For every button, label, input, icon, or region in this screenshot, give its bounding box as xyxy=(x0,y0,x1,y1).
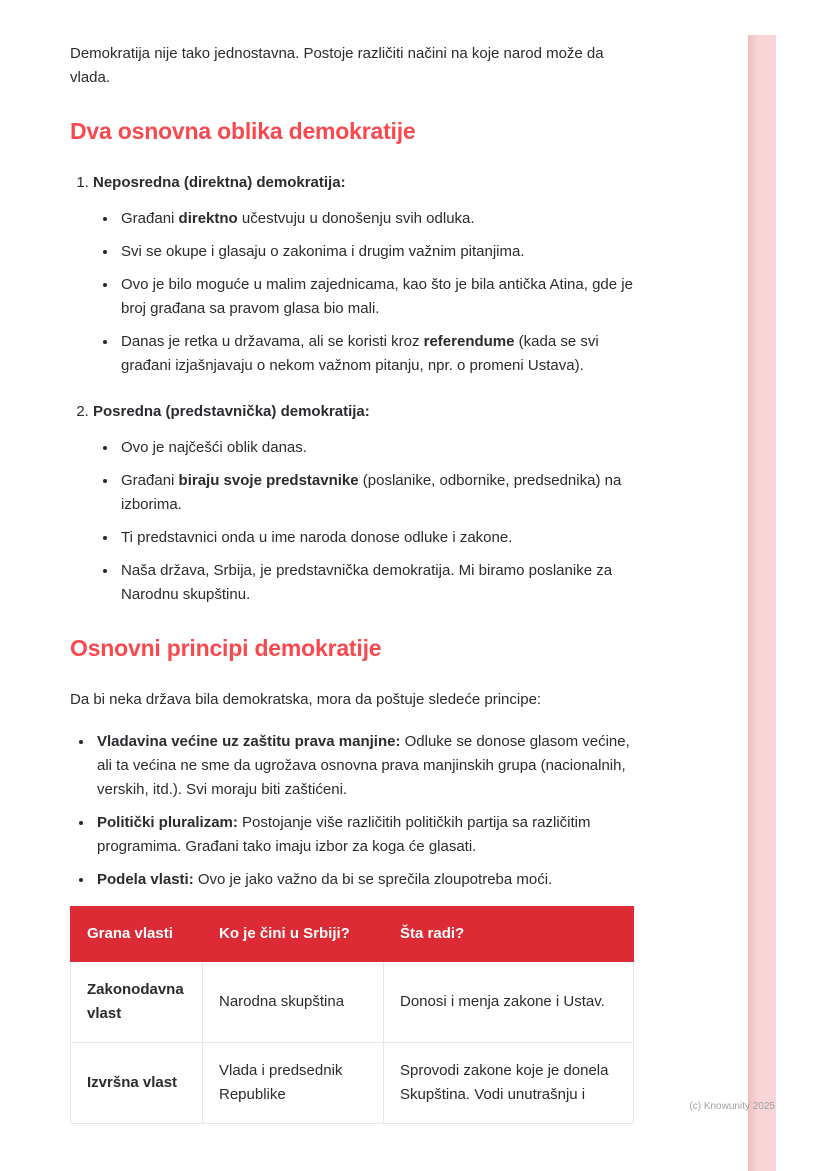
bullet-item: • Građani biraju svoje predstavnike (poslanike, odbornike, predsednika) na izborima. xyxy=(118,469,634,517)
table-row xyxy=(71,961,634,1042)
bullet-list-posredna xyxy=(93,436,634,607)
section-heading-oblici: Dva osnovna oblika demokratije xyxy=(70,118,416,144)
bullet-item: • Danas je retka u državama, ali se koristi kroz referendume (kada se svi građani izjašnjavaju o nekom važnom pitanju, npr. o promeni Ustava). xyxy=(118,330,634,378)
decorative-stripe xyxy=(748,35,776,1171)
table-cell: Donosi i menja zakone i Ustav. xyxy=(384,961,634,1042)
bullet-item: • Politički pluralizam: Postojanje više različitih političkih partija sa različitim programima. Građani tako imaju izbor za koga će glasati. xyxy=(94,811,634,859)
table-row xyxy=(71,1042,634,1123)
forms-numbered-list xyxy=(70,171,634,607)
numbered-item-direktna xyxy=(93,171,634,378)
table-header-cell: Grana vlasti xyxy=(71,906,203,961)
table-cell: Zakonodavna vlast xyxy=(71,961,203,1042)
bullet-item: • Podela vlasti: Ovo je jako važno da bi se sprečila zloupotreba moći. xyxy=(94,868,634,892)
government-branches-table xyxy=(70,906,634,1124)
table-cell: Sprovodi zakone koje je donela Skupština. Vodi unutrašnju i xyxy=(384,1042,634,1123)
table-cell: Izvršna vlast xyxy=(71,1042,203,1123)
table-header-cell: Ko je čini u Srbiji? xyxy=(203,906,384,961)
principles-intro: Da bi neka država bila demokratska, mora da poštuje sledeće principe: xyxy=(70,690,542,708)
bullet-item: • Ovo je najčešći oblik danas. xyxy=(118,436,634,460)
section-heading-principi: Osnovni principi demokratije xyxy=(70,634,382,661)
numbered-item-title: Neposredna (direktna) demokratija: xyxy=(93,173,346,191)
numbered-item-title: Posredna (predstavnička) demokratija: xyxy=(93,402,370,420)
bullet-list-direktna xyxy=(93,207,634,378)
table-cell: Narodna skupština xyxy=(203,961,384,1042)
bullet-item: • Ovo je bilo moguće u malim zajednicama, kao što je bila antička Atina, gde je broj građana sa pravom glasa bio mali. xyxy=(118,273,634,321)
table-header-row xyxy=(71,906,634,961)
watermark: (c) Knowunity 2025 xyxy=(689,1101,775,1112)
table-header-cell: Šta radi? xyxy=(384,906,634,961)
principles-list xyxy=(70,730,634,892)
bullet-item: • Vladavina većine uz zaštitu prava manjine: Odluke se donose glasom većine, ali ta većina ne sme da ugrožava osnovna prava manjinskih grupa (nacionalnih, verskih, itd.). Svi moraju biti zaštićeni. xyxy=(94,730,634,802)
intro-paragraph: Demokratija nije tako jednostavna. Postoje različiti načini na koje narod može da vlada. xyxy=(70,45,604,86)
bullet-item: • Svi se okupe i glasaju o zakonima i drugim važnim pitanjima. xyxy=(118,240,634,264)
document-content xyxy=(70,42,634,1131)
bullet-item: • Ti predstavnici onda u ime naroda donose odluke i zakone. xyxy=(118,526,634,550)
table-cell: Vlada i predsednik Republike xyxy=(203,1042,384,1123)
numbered-item-posredna xyxy=(93,400,634,607)
bullet-item: • Naša država, Srbija, je predstavnička demokratija. Mi biramo poslanike za Narodnu skupštinu. xyxy=(118,559,634,607)
bullet-item: • Građani direktno učestvuju u donošenju svih odluka. xyxy=(118,207,634,231)
